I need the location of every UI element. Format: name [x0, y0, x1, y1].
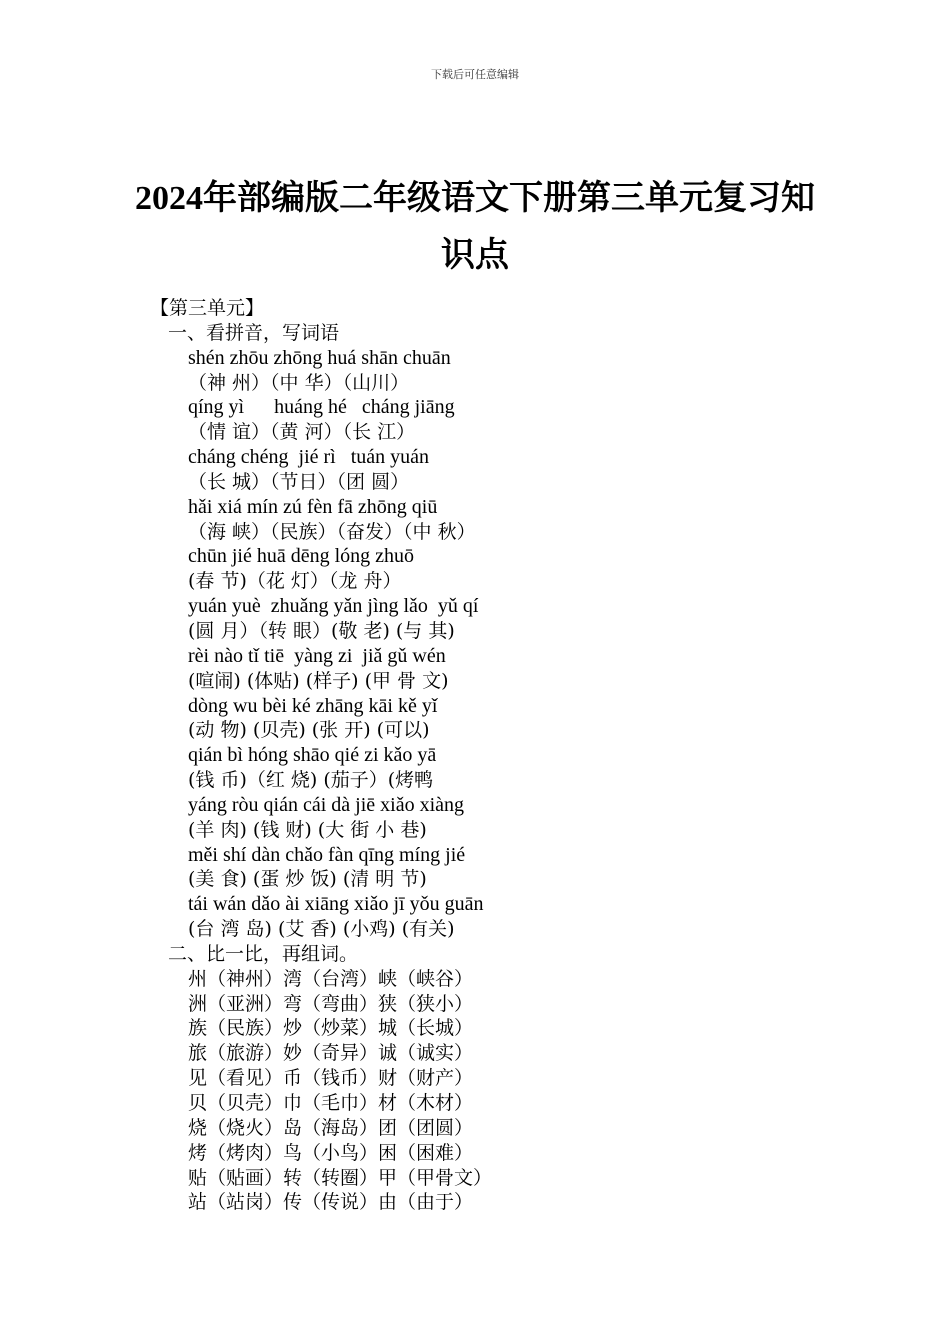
section-heading: 一、看拼音，写词语: [168, 321, 340, 344]
word-line: (美 食) (蛋 炒 饭) (清 明 节): [188, 868, 427, 891]
pinyin-line: cháng chéng jié rì tuán yuán: [188, 446, 430, 469]
compare-line: 洲（亚洲）弯（弯曲）狭（狭小）: [188, 992, 474, 1015]
compare-line: 贝（贝壳）巾（毛巾）材（木材）: [188, 1092, 474, 1114]
word-line: (动 物) (贝壳) (张 开) (可以): [188, 719, 430, 742]
word-line: (喧闹) (体贴) (样子) (甲 骨 文): [188, 669, 449, 692]
pinyin-line: qíng yì huáng hé cháng jiāng: [188, 396, 455, 419]
word-line: （海 峡）（民族）（奋发）（中 秋）: [188, 520, 476, 543]
pinyin-line: qián bì hóng shāo qié zi kǎo yā: [188, 744, 437, 767]
pinyin-line: rèi nào tǐ tiē yàng zi jiǎ gǔ wén: [188, 644, 446, 667]
compare-line: 旅（旅游）妙（奇异）诚（诚实）: [188, 1042, 474, 1065]
pinyin-line: yáng ròu qián cái dà jiē xiǎo xiàng: [188, 793, 465, 816]
section-heading: 二、比一比，再组词。: [168, 942, 359, 965]
word-line: (羊 肉) (钱 财) (大 街 小 巷): [188, 818, 427, 841]
compare-line: 族（民族）炒（炒菜）城（长城）: [188, 1017, 474, 1040]
compare-word-list: [150, 967, 850, 1215]
page-title: 2024年部编版二年级语文下册第三单元复习知识点: [135, 180, 815, 274]
pinyin-line: shén zhōu zhōng huá shān chuān: [188, 346, 451, 369]
word-line: （神 州）（中 华）（山川）: [188, 371, 410, 394]
compare-line: 烤（烤肉）鸟（小鸟）困（困难）: [188, 1141, 474, 1164]
compare-line: 站（站岗）传（传说）由（由于）: [188, 1191, 474, 1214]
compare-line: 烧（烧火）岛（海岛）团（团圆）: [188, 1116, 474, 1139]
compare-line: 贴（贴画）转（转圈）甲（甲骨文）: [188, 1166, 493, 1189]
pinyin-line: měi shí dàn chǎo fàn qīng míng jié: [188, 843, 466, 866]
compare-line: 见（看见）币（钱币）财（财产）: [188, 1067, 474, 1090]
word-line: （长 城）（节日）（团 圆）: [188, 470, 410, 493]
document-body: [150, 296, 850, 1215]
header-note: 下载后可任意编辑: [431, 68, 519, 81]
word-line: （情 谊）（黄 河）（长 江）: [188, 421, 416, 444]
pinyin-line: dòng wu bèi ké zhāng kāi kě yǐ: [188, 694, 438, 717]
word-line: (圆 月）（转 眼）(敬 老) (与 其): [188, 619, 455, 642]
pinyin-word-list: [150, 346, 850, 942]
word-line: (钱 币)（红 烧) (茄子）(烤鸭: [188, 769, 434, 792]
word-line: (台 湾 岛) (艾 香) (小鸡) (有关): [188, 918, 455, 941]
pinyin-line: hǎi xiá mín zú fèn fā zhōng qiū: [188, 495, 438, 518]
unit-label: 【第三单元】: [150, 297, 265, 319]
word-line: (春 节)（花 灯）（龙 舟）: [188, 570, 402, 593]
pinyin-line: yuán yuè zhuǎng yǎn jìng lǎo yǔ qí: [188, 595, 479, 618]
pinyin-line: tái wán dǎo ài xiāng xiǎo jī yǒu guān: [188, 893, 484, 916]
compare-line: 州（神州）湾（台湾）峡（峡谷）: [188, 967, 474, 990]
pinyin-line: chūn jié huā dēng lóng zhuō: [188, 545, 415, 568]
